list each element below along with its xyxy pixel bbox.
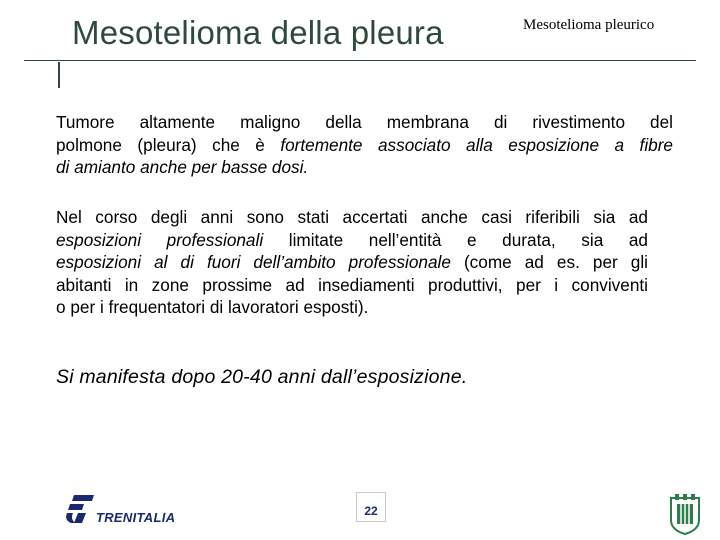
trenitalia-mark-icon — [60, 492, 96, 526]
page-number: 22 — [356, 492, 386, 522]
paragraph2-line-3-text: (come ad es. per gli — [450, 252, 648, 272]
header-rule — [24, 60, 696, 61]
paragraph1-line-3-italic: di amianto anche per basse dosi. — [56, 157, 309, 177]
paragraph2-line-2-italic: esposizioni professionali — [56, 229, 264, 250]
paragraph2-line-4: abitanti in zone prossime ad insediamenti produttivi, per i conviventi — [56, 274, 648, 295]
paragraph2-line-3 — [56, 251, 648, 274]
trenitalia-logo — [60, 492, 190, 528]
paragraph1-line-2 — [56, 134, 673, 157]
paragraph-definition — [56, 111, 673, 179]
paragraph1-line-3 — [56, 156, 673, 179]
paragraph1-line-2-italic: fortemente associato alla esposizione a fibre — [280, 134, 673, 155]
paragraph2-line-1: Nel corso degli anni sono stati accertati anche casi riferibili sia ad — [56, 207, 648, 227]
paragraph2-line-3-italic: esposizioni al di fuori dell’ambito professionale — [56, 252, 451, 272]
paragraph2-line-2 — [56, 229, 648, 252]
header-tick — [58, 62, 60, 88]
slide-title: Mesotelioma della pleura — [72, 14, 444, 51]
paragraph-latency: Si manifesta dopo 20-40 anni dall’esposizione. — [56, 366, 468, 388]
trenitalia-wordmark: TRENITALIA — [96, 510, 176, 525]
paragraph-exposure — [56, 206, 648, 319]
paragraph1-line-1: Tumore altamente maligno della membrana di rivestimento del — [56, 112, 673, 132]
paragraph2-line-2-text: limitate nell’entità e durata, sia ad — [263, 229, 648, 250]
paragraph2-line-5: o per i frequentatori di lavoratori esposti). — [56, 297, 369, 317]
paragraph1-line-2-text: polmone (pleura) che è — [56, 134, 281, 155]
section-label: Mesotelioma pleurico — [523, 17, 655, 33]
crest-icon — [667, 492, 703, 536]
